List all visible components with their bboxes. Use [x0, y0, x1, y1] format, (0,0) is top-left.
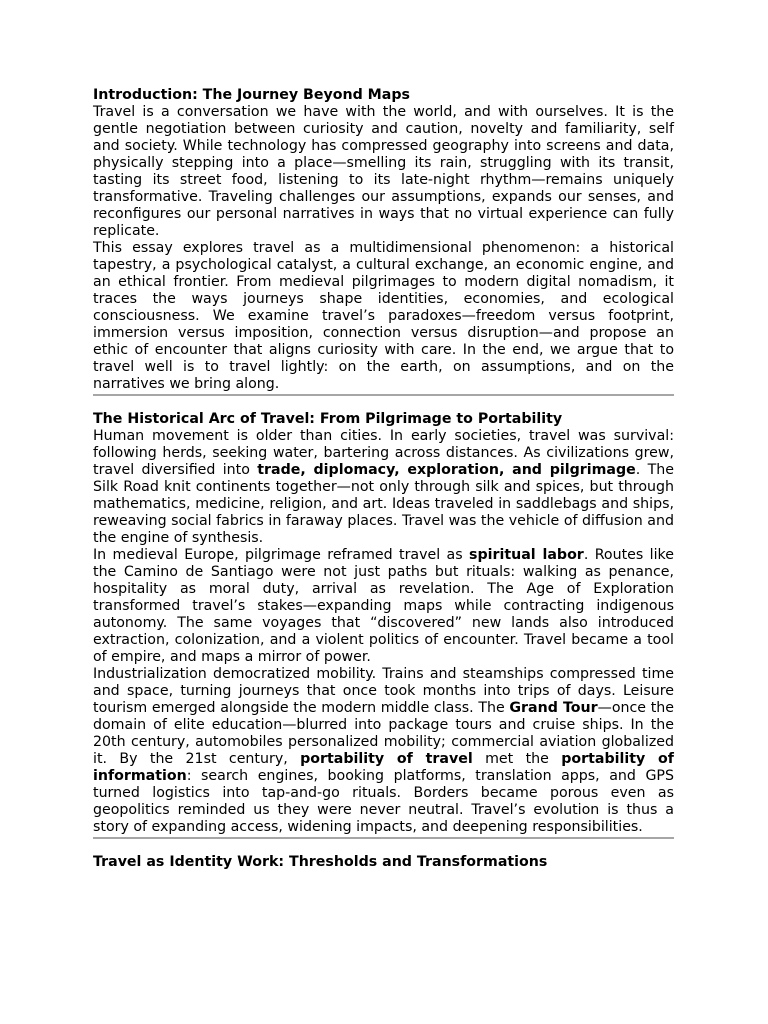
- paragraph: [93, 104, 674, 240]
- paragraph: [93, 240, 674, 393]
- paragraph: [93, 547, 674, 666]
- paragraph-text: Industrialization democratized mobility. Trains and steamships compressed time and space, turning journeys that once took months into trips of days. Leisure tourism emerged alongside the modern middle class. The: [93, 666, 674, 716]
- section-divider: [93, 394, 674, 396]
- section-historical-arc: [93, 411, 674, 836]
- section-introduction: [93, 87, 674, 393]
- section-heading: Travel as Identity Work: Thresholds and Transformations: [93, 854, 548, 870]
- bold-phrase: portability of information: [93, 751, 674, 784]
- bold-phrase: trade, diplomacy, exploration, and pilgrimage: [257, 462, 636, 478]
- paragraph-text: . The Silk Road knit continents together—not only through silk and spices, but through mathematics, medicine, religion, and art. Ideas traveled in saddlebags and ships, reweaving social fabrics in faraway places. Travel was the vehicle of diffusion and the engine of synthesis.: [93, 462, 674, 546]
- section-heading: Introduction: The Journey Beyond Maps: [93, 87, 410, 103]
- section-identity-work: [93, 854, 674, 871]
- bold-phrase: Grand Tour: [509, 700, 598, 716]
- paragraph: [93, 428, 674, 547]
- paragraph-text: met the: [472, 751, 562, 767]
- paragraph: [93, 666, 674, 836]
- paragraph-text: In medieval Europe, pilgrimage reframed travel as: [93, 547, 470, 563]
- bold-phrase: spiritual labor: [469, 547, 584, 563]
- paragraph-text: Human movement is older than cities. In early societies, travel was survival: following herds, seeking water, bartering across distances. As civilizations grew, travel diversified into: [93, 428, 674, 478]
- bold-phrase: portability of travel: [300, 751, 473, 767]
- paragraph-text: . Routes like the Camino de Santiago were not just paths but rituals: walking as penance, hospitality as moral duty, arrival as revelation. The Age of Exploration transformed travel’s stakes—expanding maps while contracting indigenous autonomy. The same voyages that “discovered” new lands also introduced extraction, colonization, and a violent politics of encounter. Travel became a tool of empire, and maps a mirror of power.: [93, 547, 674, 665]
- section-divider: [93, 837, 674, 839]
- paragraph-text: Travel is a conversation we have with the world, and with ourselves. It is the gentle negotiation between curiosity and caution, novelty and familiarity, self and society. While technology has compressed geography into screens and data, physically stepping into a place—smelling its rain, struggling with its transit, tasting its street food, listening to its late-night rhythm—remains uniquely transformative. Traveling challenges our assumptions, expands our senses, and reconfigures our personal narratives in ways that no virtual experience can fully replicate.: [93, 104, 674, 239]
- section-heading: The Historical Arc of Travel: From Pilgrimage to Portability: [93, 411, 563, 427]
- paragraph-text: : search engines, booking platforms, translation apps, and GPS turned logistics into tap-and-go rituals. Borders became porous even as geopolitics reminded us they were never neutral. Travel’s evolution is thus a story of expanding access, widening impacts, and deepening responsibilities.: [93, 768, 674, 835]
- document-page: [93, 87, 674, 871]
- paragraph-text: This essay explores travel as a multidimensional phenomenon: a historical tapestry, a psychological catalyst, a cultural exchange, an economic engine, and an ethical frontier. From medieval pilgrimages to modern digital nomadism, it traces the ways journeys shape identities, economies, and ecological consciousness. We examine travel’s paradoxes—freedom versus footprint, immersion versus imposition, connection versus disruption—and propose an ethic of encounter that aligns curiosity with care. In the end, we argue that to travel well is to travel lightly: on the earth, on assumptions, and on the narratives we bring along.: [93, 240, 674, 392]
- paragraph-text: —once the domain of elite education—blurred into package tours and cruise ships. In the 20th century, automobiles personalized mobility; commercial aviation globalized it. By the 21st century,: [93, 700, 675, 767]
